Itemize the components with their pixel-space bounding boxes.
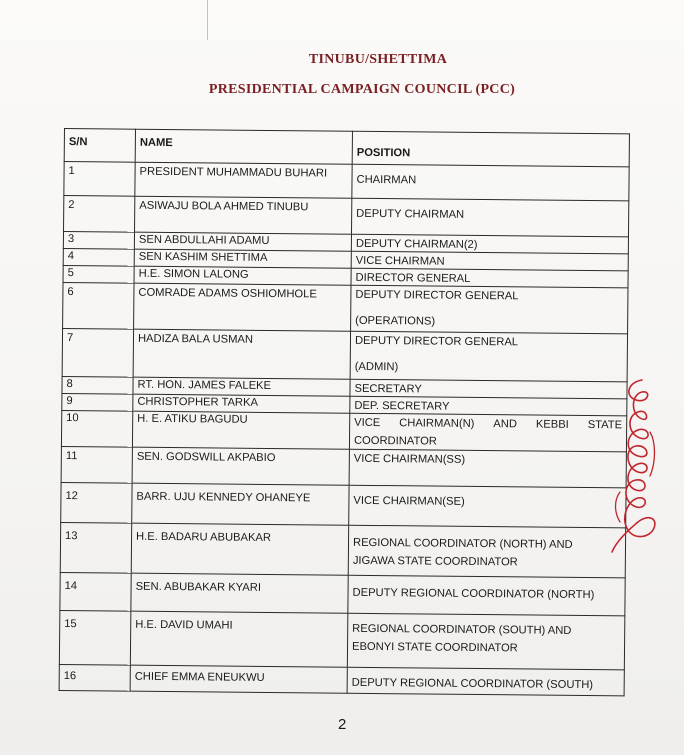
- row-position: CHAIRMAN: [352, 164, 629, 201]
- row-sn: 13: [60, 522, 131, 573]
- row-position: VICE CHAIRMAN(SE): [349, 485, 626, 528]
- column-header-name: NAME: [135, 129, 352, 164]
- position-word: AND: [493, 418, 517, 431]
- position-line-2: EBONYI STATE COORDINATOR: [351, 640, 518, 655]
- row-name: SEN. GODSWILL AKPABIO: [132, 447, 349, 485]
- row-position: VICE CHAIRMAN(SS): [349, 449, 626, 488]
- row-sn: 16: [59, 664, 130, 691]
- row-name: SEN KASHIM SHETTIMA: [134, 249, 351, 268]
- row-name: ASIWAJU BOLA AHMED TINUBU: [135, 196, 352, 234]
- row-position: DIRECTOR GENERAL: [351, 268, 628, 288]
- position-line-2: COORDINATOR: [353, 434, 437, 448]
- row-name: BARR. UJU KENNEDY OHANEYE: [132, 483, 349, 525]
- row-name: RT. HON. JAMES FALEKE: [133, 377, 350, 396]
- table-row: [59, 610, 624, 669]
- row-sn: 5: [63, 265, 134, 283]
- row-sn: 3: [63, 232, 134, 250]
- row-name: H.E. DAVID UMAHI: [130, 611, 348, 667]
- row-sn: 11: [61, 446, 132, 483]
- table-row: [62, 328, 627, 381]
- page-number: 2: [338, 716, 347, 733]
- table-row: [61, 482, 626, 527]
- row-sn: 12: [61, 482, 132, 523]
- column-header-position: POSITION: [352, 131, 629, 167]
- council-table-wrapper: [59, 128, 630, 696]
- row-sn: 8: [62, 376, 133, 394]
- row-position: DEP. SECRETARY: [350, 396, 627, 416]
- row-sn: 15: [59, 610, 131, 665]
- row-position: [350, 331, 627, 382]
- margin-line: [207, 0, 208, 40]
- row-position: VICE CHAIRMAN: [351, 251, 628, 271]
- position-line: REGIONAL COORDINATOR (SOUTH) AND: [352, 622, 572, 637]
- position-word: VICE: [354, 416, 381, 430]
- table-row: [63, 282, 628, 333]
- position-justified-line: [354, 416, 622, 433]
- row-position: SECRETARY: [350, 379, 627, 399]
- row-sn: 1: [64, 162, 135, 197]
- row-position: DEPUTY REGIONAL COORDINATOR (SOUTH): [347, 667, 624, 696]
- row-position: [349, 413, 626, 452]
- row-name: CHIEF EMMA ENEUKWU: [130, 665, 347, 693]
- row-position: DEPUTY CHAIRMAN: [351, 198, 628, 237]
- row-name: H.E. BADARU ABUBAKAR: [131, 523, 348, 575]
- row-sn: 7: [62, 328, 133, 377]
- table-row: [60, 572, 625, 615]
- row-position: [348, 525, 625, 578]
- table-row: [60, 522, 625, 577]
- position-word: KEBBI: [535, 418, 569, 431]
- position-word: STATE: [587, 419, 623, 432]
- document-subtitle: PRESIDENTIAL CAMPAIGN COUNCIL (PCC): [208, 82, 516, 97]
- row-name: COMRADE ADAMS OSHIOMHOLE: [134, 283, 351, 331]
- row-name: HADIZA BALA USMAN: [133, 329, 350, 379]
- row-name: H.E. SIMON LALONG: [134, 266, 351, 285]
- row-sn: 10: [61, 410, 132, 447]
- row-sn: 14: [60, 572, 131, 611]
- position-line-2: (ADMIN): [354, 360, 399, 374]
- council-table: [59, 128, 630, 696]
- position-line-2: JIGAWA STATE COORDINATOR: [352, 554, 518, 569]
- row-name: PRESIDENT MUHAMMADU BUHARI: [135, 162, 352, 198]
- table-row: [64, 196, 629, 237]
- row-name: H. E. ATIKU BAGUDU: [132, 411, 349, 449]
- row-sn: 6: [63, 282, 134, 329]
- position-line: DEPUTY DIRECTOR GENERAL: [355, 288, 519, 303]
- table-row: [59, 664, 624, 695]
- signature-stroke: [612, 380, 655, 552]
- row-sn: 9: [62, 393, 133, 411]
- position-line: DEPUTY DIRECTOR GENERAL: [354, 334, 519, 349]
- position-word: CHAIRMAN(N): [399, 417, 475, 430]
- row-position: DEPUTY CHAIRMAN(2): [351, 234, 628, 254]
- row-position: DEPUTY REGIONAL COORDINATOR (NORTH): [348, 575, 625, 616]
- row-name: SEN ABDULLAHI ADAMU: [134, 232, 351, 251]
- table-row: [61, 410, 626, 451]
- row-name: SEN. ABUBAKAR KYARI: [131, 573, 348, 613]
- column-header-sn: S/N: [64, 129, 135, 163]
- position-line: REGIONAL COORDINATOR (NORTH) AND: [352, 536, 573, 551]
- position-line-2: (OPERATIONS): [355, 314, 436, 328]
- row-sn: 4: [63, 248, 134, 266]
- document-title: TINUBU/SHETTIMA: [308, 52, 448, 67]
- row-sn: 2: [64, 196, 135, 233]
- table-row: [61, 446, 626, 487]
- row-position: [351, 285, 628, 334]
- row-name: CHRISTOPHER TARKA: [133, 394, 350, 413]
- table-header-row: [64, 129, 629, 167]
- row-position: [347, 613, 625, 670]
- handwritten-signature: [598, 372, 668, 562]
- table-row: [64, 162, 629, 201]
